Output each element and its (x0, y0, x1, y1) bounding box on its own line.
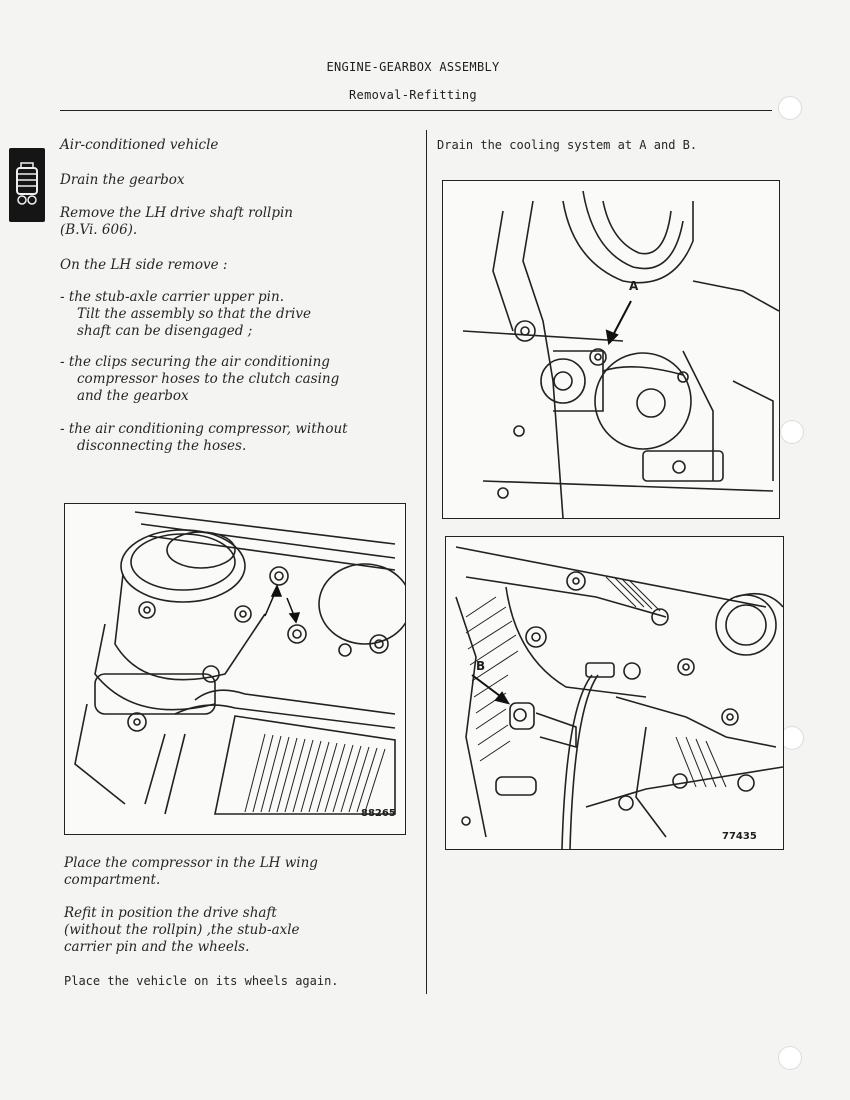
binder-hole (778, 1046, 802, 1070)
instruction-line: (B.Vi. 606). (60, 222, 138, 238)
drain-label-b: B (476, 659, 486, 673)
column-divider (426, 130, 427, 994)
binder-hole (780, 420, 804, 444)
binder-hole (778, 96, 802, 120)
cooling-drain-instruction: Drain the cooling system at A and B. (437, 138, 698, 152)
bullet-line: disconnecting the hoses. (77, 438, 247, 454)
bullet-line: - the stub-axle carrier upper pin. (60, 289, 284, 305)
bullet-line: compressor hoses to the clutch casing (77, 371, 340, 387)
figure-drain-point-a (442, 180, 780, 519)
section-tab (9, 148, 45, 222)
instruction-line: (without the rollpin) ,the stub-axle (64, 922, 300, 938)
instruction-line: carrier pin and the wheels. (64, 939, 250, 955)
figure-number: 88265 (361, 808, 396, 819)
page-subtitle: Removal-Refitting (349, 88, 477, 102)
drain-label-a: A (629, 279, 639, 293)
instruction-line: Place the compressor in the LH wing (64, 855, 318, 871)
figure-number: 77435 (722, 831, 757, 842)
header-rule (60, 110, 772, 111)
figure-compressor (64, 503, 406, 835)
compressor-drawing (65, 504, 405, 834)
bullet-line: and the gearbox (77, 388, 189, 404)
figure-drain-point-b (445, 536, 784, 850)
bullet-line: - the clips securing the air conditioning (60, 354, 330, 370)
drain-a-drawing (443, 181, 779, 518)
instruction-line: Remove the LH drive shaft rollpin (60, 205, 293, 221)
drain-b-drawing (446, 537, 783, 849)
instruction-line: On the LH side remove : (60, 257, 228, 273)
instruction-final: Place the vehicle on its wheels again. (64, 974, 339, 988)
engine-icon (14, 162, 40, 208)
section-heading: Air-conditioned vehicle (60, 137, 219, 153)
bullet-line: shaft can be disengaged ; (77, 323, 253, 339)
instruction-line: compartment. (64, 872, 161, 888)
bullet-line: - the air conditioning compressor, without (60, 421, 348, 437)
instruction-drain-gearbox: Drain the gearbox (60, 172, 185, 188)
page-title: ENGINE-GEARBOX ASSEMBLY (326, 60, 500, 74)
instruction-line: Refit in position the drive shaft (64, 905, 277, 921)
bullet-line: Tilt the assembly so that the drive (77, 306, 311, 322)
